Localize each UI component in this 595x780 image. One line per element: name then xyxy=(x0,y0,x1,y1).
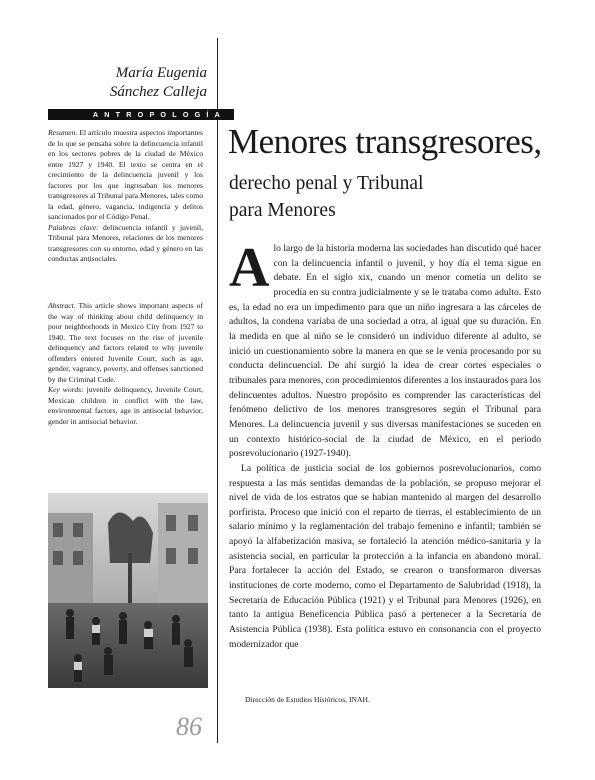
article-title: Menores transgresores, xyxy=(228,122,542,161)
author-name xyxy=(95,64,207,102)
abstract-es-label: Resumen. xyxy=(48,128,78,137)
abstract-en-label: Abstract. xyxy=(48,301,76,310)
abstract-es-text: El artículo muestra aspectos importantes de lo que se pensaba sobre la delincuencia infantil en los sectores pobres de la ciudad de México entre 1927 y 1940. El texto se centra en el crecimiento de la delincuencia juvenil y los factores por los que ingresaban los menores transgresores al Tribunal para Menores, tales como la edad, género, vagancia, indigencia y delitos sancionados por el Código Penal. xyxy=(48,128,204,221)
author-line-2: Sánchez Calleja xyxy=(109,84,207,100)
article-subtitle xyxy=(229,170,529,224)
keywords-en-label: Key words: xyxy=(48,385,84,394)
drop-cap: A xyxy=(229,237,270,299)
keywords-es-label: Palabras clave: xyxy=(48,222,99,232)
subtitle-line-1: derecho penal y Tribunal xyxy=(229,173,424,194)
paragraph-1 xyxy=(229,237,542,462)
paragraph-2: La política de justicia social de los gobiernos posrevolucionarios, como respuesta a las más sentidas demandas de la población, se propuso mejorar el nivel de vida de los estratos que se habían mantenido al margen del desarrollo porfirista. Proceso que inició con el reparto de tierras, el establecimiento de un salario mínimo y la reglamentación del trabajo femenino e infantil; también se apoyó la alfabetización masiva, se fortaleció la atención médico-sanitaria y la asistencia social, en particular la protección a la infancia en abandono moral. Para fortalecer la acción del Estado, se crearon o transformaron diversas instituciones de corte moderno, como el Departamento de Salubridad (1918), la Secretaría de Educación Pública (1921) y el Tribunal para Menores (1926), en tanto la antigua Beneficencia Pública pasó a pertenecer a la Secretaría de Asistencia Pública (1938). Esta política estuvo en consonancia con el proyecto modernizador que xyxy=(229,462,541,650)
page-number: 86 xyxy=(176,712,202,741)
section-label: ANTROPOLOGÍA xyxy=(92,110,226,119)
abstract-spanish xyxy=(48,128,203,265)
author-line-1: María Eugenia xyxy=(115,65,207,81)
keywords-en-text: juvenile delinquency, Juvenile Court, Mexican children in conflict with the law, environmental factors, age in antisocial behavior, gender in antisocial behavior. xyxy=(48,385,203,426)
column-divider xyxy=(217,38,218,743)
paragraph-1-text: lo largo de la historia moderna las sociedades han discutido qué hacer con la delincuencia infantil o juvenil, y hoy día el tema sigue en debate. En el siglo xix, cuando un menor cometía un delito se procedía en su contra judicialmente y se le trataba como adulto. Esto es, la edad no era un impedimento para que un niño ingresara a las cárceles de adultos, la condena variaba de una sociedad a otra, al igual que su duración. En la medida en que al niño se le consideró un individuo diferente al adulto, se inició un cuestionamiento sobre la manera en que se le venía procesando por su conducta delincuencial. De ahí surgió la idea de crear cortes especiales o tribunales para menores, con procedimientos diferentes a los instaurados para los delincuentes adultos. Nuestro propósito es comprender las características del fenómeno delictivo de los menores transgresores según el Tribunal para Menores. La delincuencia juvenil y sus diversas manifestaciones se suceden en un contexto histórico-social de la ciudad de México, en el periodo posrevolucionario (1927-1940). xyxy=(229,243,542,460)
abstract-english xyxy=(48,301,203,427)
subtitle-line-2: para Menores xyxy=(229,200,336,221)
abstract-en-text: This article shows important aspects of the way of thinking about child delinquency in poor neighborhoods in Mexico City from 1927 to 1940. The text focuses on the rise of juvenile delinquency and factors related to why juvenile offenders entered Juvenile Court, such as age, gender, vagrancy, poverty, and offenses sanctioned by the Criminal Code. xyxy=(48,301,203,384)
article-body xyxy=(229,237,542,652)
affiliation-footnote: Dirección de Estudios Históricos, INAH. xyxy=(245,695,370,704)
historical-photo xyxy=(48,493,208,688)
section-band xyxy=(48,109,234,120)
keywords-es-text: delincuencia infantil y juvenil, Tribunal para Menores, relaciones de los menores transgresores con su entorno, edad y género en las conductas antisociales. xyxy=(48,222,203,263)
